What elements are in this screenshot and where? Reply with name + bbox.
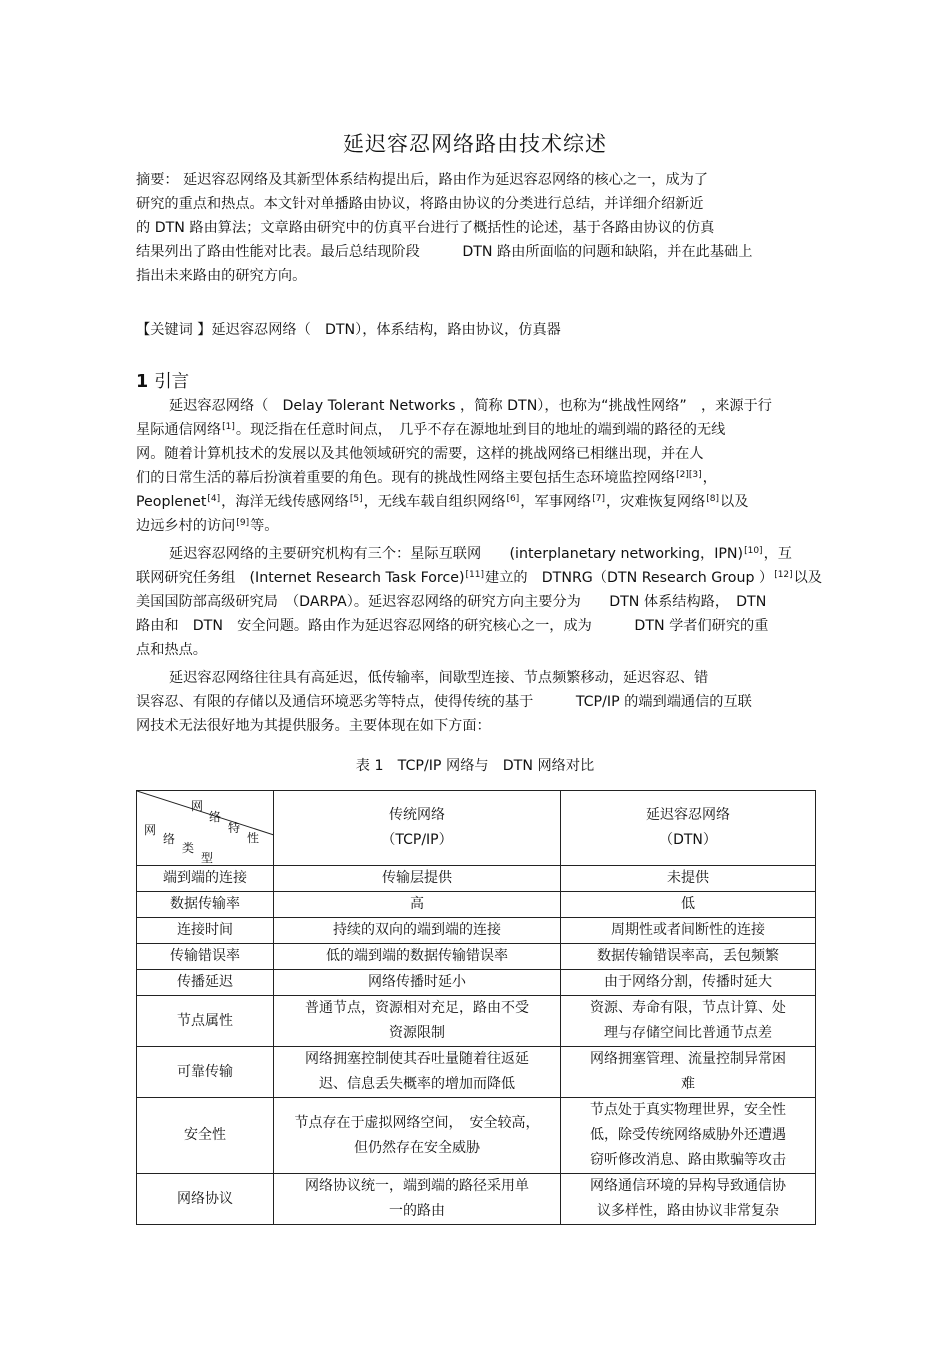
table-row	[137, 1174, 816, 1225]
citation: [7]	[592, 494, 605, 504]
citation: [11]	[465, 570, 484, 580]
abstract-line: 的 DTN 路由算法；文章路由研究中的仿真平台进行了概括性的论述，基于各路由协议的仿真	[136, 220, 715, 236]
abstract	[136, 168, 816, 288]
cell-line: 周期性或者间断性的连接	[611, 922, 765, 938]
table-row	[137, 970, 816, 996]
text-span: ，灾难恢复网络	[605, 494, 706, 510]
table-row	[137, 892, 816, 918]
cell-line: 低，除受传统网络威胁外还遭遇	[590, 1127, 786, 1143]
tcpip-cell	[274, 892, 561, 918]
cell-line: 节点存在于虚拟网络空间， 安全较高，	[294, 1114, 540, 1131]
cell-line: 网络通信环境的异构导致通信协	[590, 1178, 786, 1194]
citation: [12]	[774, 570, 793, 580]
tcpip-cell	[274, 944, 561, 970]
intro-paragraph-1	[136, 394, 816, 538]
cell-line: 难	[681, 1076, 695, 1092]
text-span: Peoplenet	[136, 494, 207, 510]
citation: [1]	[222, 422, 235, 432]
row-label: 可靠传输	[137, 1047, 274, 1098]
cell-line: 数据传输错误率高，丢包频繁	[597, 948, 779, 964]
cell-line: 网络传播时延小	[368, 974, 466, 990]
text-line: 路由和 DTN 安全问题。路由作为延迟容忍网络的研究核心之一，成为 DTN 学者们研究的重	[136, 618, 769, 634]
text-line: 美国国防部高级研究局 （DARPA）。延迟容忍网络的研究方向主要分为 DTN 体系结构路， DTN	[136, 594, 767, 610]
diagonal-header-cell	[137, 791, 274, 866]
text-span: ，无线车载自组织网络	[363, 494, 506, 510]
abstract-line: 指出未来路由的研究方向。	[136, 268, 307, 284]
corner-char: 型	[201, 851, 214, 865]
tcpip-cell	[274, 970, 561, 996]
table-row	[137, 996, 816, 1047]
cell-line: 议多样性，路由协议非常复杂	[597, 1203, 779, 1219]
row-label: 传播延迟	[137, 970, 274, 996]
dtn-cell	[561, 996, 816, 1047]
dtn-cell	[561, 944, 816, 970]
citation: [8]	[706, 494, 720, 504]
cell-line: 普通节点，资源相对充足，路由不受	[305, 1000, 529, 1016]
row-label: 数据传输率	[137, 892, 274, 918]
text-line	[136, 490, 816, 514]
citation: [5]	[349, 494, 363, 504]
column-title: 传统网络	[389, 807, 445, 823]
corner-char: 性	[247, 831, 260, 845]
text-span: 。现泛指在任意时间点， 几乎不存在源地址到目的地址的端到端的路径的无线	[235, 422, 726, 438]
text-span: 联网研究任务组 (Internet Research Task Force)	[136, 570, 465, 586]
tcpip-cell	[274, 996, 561, 1047]
column-subtitle: （DTN）	[659, 832, 717, 848]
paper-title: 延迟容忍网络路由技术综述	[343, 132, 607, 156]
column-header-tcpip	[274, 791, 561, 866]
row-label: 网络协议	[137, 1174, 274, 1225]
text-span: 等。	[250, 518, 279, 534]
cell-line: 网络拥塞管理、流量控制异常困	[590, 1051, 786, 1067]
cell-line: 传输层提供	[382, 870, 452, 886]
text-line	[136, 418, 816, 442]
column-subtitle: （TCP/IP）	[381, 832, 453, 848]
tcpip-cell	[274, 918, 561, 944]
cell-line: 迟、信息丢失概率的增加而降低	[319, 1076, 515, 1092]
tcpip-cell	[274, 1174, 561, 1225]
table-header-row	[137, 791, 816, 866]
table-row	[137, 866, 816, 892]
dtn-cell	[561, 1098, 816, 1174]
dtn-cell	[561, 1174, 816, 1225]
text-line	[136, 566, 823, 590]
row-label: 安全性	[137, 1098, 274, 1174]
tcpip-cell	[274, 1098, 561, 1174]
section-title: 引言	[154, 372, 190, 392]
section-number: 1	[136, 372, 149, 392]
cell-line: 但仍然存在安全威胁	[354, 1139, 480, 1156]
corner-char: 网	[191, 799, 204, 813]
text-span: 边远乡村的访问	[136, 518, 236, 534]
corner-char: 络	[163, 832, 176, 846]
text-span: 以及	[720, 494, 749, 510]
text-line: 网技术无法很好地为其提供服务。主要体现在如下方面：	[136, 718, 491, 734]
abstract-line: 摘要： 延迟容忍网络及其新型体系结构提出后，路由作为延迟容忍网络的核心之一，成为了	[136, 172, 709, 188]
cell-line: 节点处于真实物理世界，安全性	[590, 1102, 786, 1118]
cell-line: 持续的双向的端到端的连接	[333, 922, 501, 938]
text-line	[136, 514, 816, 538]
abstract-line: 研究的重点和热点。本文针对单播路由协议，将路由协议的分类进行总结，并详细介绍新近	[136, 196, 704, 212]
tcpip-cell	[274, 866, 561, 892]
citation: [4]	[207, 494, 221, 504]
text-span: ，互	[763, 546, 792, 562]
text-line: 网。随着计算机技术的发展以及其他领域研究的需要，这样的挑战网络已相继出现，并在人	[136, 446, 704, 462]
column-title: 延迟容忍网络	[646, 807, 730, 823]
text-span: ，海洋无线传感网络	[221, 494, 349, 510]
row-label: 节点属性	[137, 996, 274, 1047]
corner-char: 类	[182, 841, 195, 855]
corner-char: 网	[144, 823, 157, 837]
row-label: 端到端的连接	[137, 866, 274, 892]
table-row	[137, 1098, 816, 1174]
cell-line: 理与存储空间比普通节点差	[604, 1025, 772, 1041]
text-span: ，	[702, 470, 717, 486]
keywords: 【关键词 】延迟容忍网络（ DTN），体系结构，路由协议，仿真器	[136, 322, 561, 338]
text-span: 延迟容忍网络的主要研究机构有三个：星际互联网 (interplanetary networking，IPN)	[169, 546, 744, 562]
row-label: 连接时间	[137, 918, 274, 944]
text-span: 以及	[793, 570, 823, 586]
cell-line: 低的端到端的数据传输错误率	[326, 948, 508, 964]
table-row	[137, 1047, 816, 1098]
text-line: 延迟容忍网络（ Delay Tolerant Networks ，简称 DTN），也称为“挑战性网络” ，来源于行	[169, 398, 772, 414]
column-header-dtn	[561, 791, 816, 866]
cell-line: 低	[681, 896, 695, 912]
table-row	[137, 918, 816, 944]
citation: [9]	[236, 518, 250, 528]
comparison-table	[136, 790, 816, 1225]
cell-line: 由于网络分割，传播时延大	[604, 974, 772, 990]
intro-paragraph-3	[136, 666, 816, 738]
citation: [2][3]	[676, 470, 702, 480]
corner-char: 特	[228, 821, 241, 835]
text-line	[136, 542, 816, 566]
text-span: ，军事网络	[520, 494, 592, 510]
cell-line: 网络拥塞控制使其吞吐量随着往返延	[305, 1051, 529, 1067]
text-line	[136, 466, 816, 490]
cell-line: 一的路由	[389, 1203, 445, 1219]
text-line: 误容忍、有限的存储以及通信环境恶劣等特点，使得传统的基于 TCP/IP 的端到端通信的互联	[136, 694, 752, 710]
dtn-cell	[561, 970, 816, 996]
section-heading	[136, 368, 189, 393]
cell-line: 资源限制	[389, 1025, 445, 1041]
cell-line: 资源、寿命有限，节点计算、处	[590, 1000, 786, 1016]
table-caption: 表 1 TCP/IP 网络与 DTN 网络对比	[355, 758, 595, 774]
citation: [10]	[744, 546, 763, 556]
text-span: 星际通信网络	[136, 422, 222, 438]
corner-char: 络	[209, 810, 222, 824]
row-label: 传输错误率	[137, 944, 274, 970]
intro-paragraph-2	[136, 542, 823, 662]
cell-line: 未提供	[667, 870, 709, 886]
text-line: 延迟容忍网络往往具有高延迟，低传输率，间歇型连接、节点频繁移动，延迟容忍、错	[169, 670, 709, 686]
cell-line: 网络协议统一，端到端的路径采用单	[305, 1178, 529, 1194]
dtn-cell	[561, 866, 816, 892]
text-span: 们的日常生活的幕后扮演着重要的角色。现有的挑战性网络主要包括生态环境监控网络	[136, 470, 676, 486]
text-line: 点和热点。	[136, 642, 207, 658]
abstract-line: 结果列出了路由性能对比表。最后总结现阶段 DTN 路由所面临的问题和缺陷，并在此基础上	[136, 244, 753, 260]
dtn-cell	[561, 892, 816, 918]
cell-line: 高	[410, 896, 424, 912]
dtn-cell	[561, 918, 816, 944]
tcpip-cell	[274, 1047, 561, 1098]
cell-line: 窃听修改消息、路由欺骗等攻击	[590, 1152, 786, 1168]
citation: [6]	[506, 494, 520, 504]
dtn-cell	[561, 1047, 816, 1098]
table-row	[137, 944, 816, 970]
text-span: 建立的 DTNRG（DTN Research Group ）	[485, 570, 774, 586]
